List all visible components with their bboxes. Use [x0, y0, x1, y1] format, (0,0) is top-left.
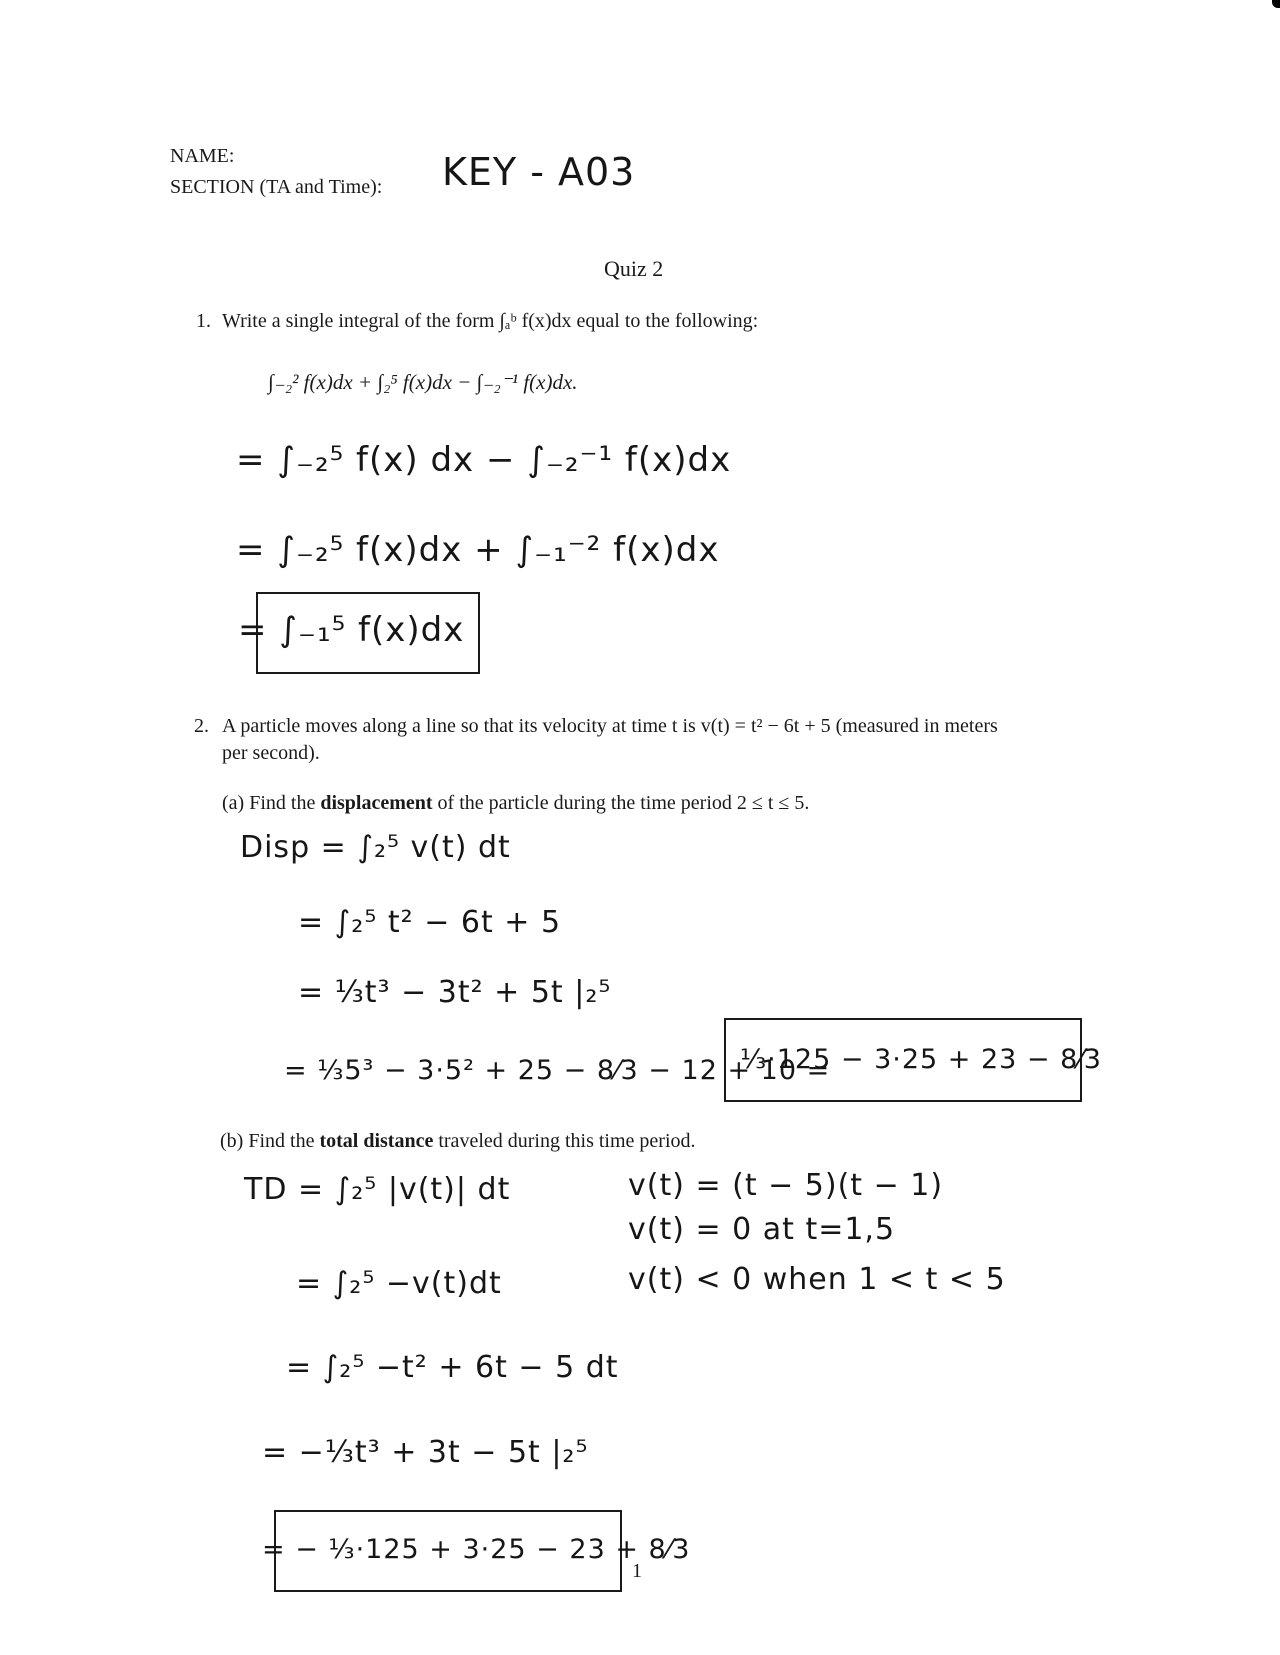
q1-expression: ∫₋₂² f(x)dx + ∫₂⁵ f(x)dx − ∫₋₂⁻¹ f(x)dx. [268, 370, 578, 394]
page-title: Quiz 2 [604, 256, 664, 281]
q2b-work-line-1: TD = ∫₂⁵ |v(t)| dt [244, 1172, 511, 1207]
q2a-prompt-pre: Find the [249, 792, 316, 814]
q2-prompt-line-1: A particle moves along a line so that its velocity at time t is v(t) = t² − 6t + 5 (measured in meters [222, 715, 998, 737]
q2b-label: (b) [220, 1130, 244, 1152]
q1-number: 1. [196, 310, 211, 332]
q2a-work-line-4: = ⅓5³ − 3·5² + 25 − 8⁄3 − 12 + 10 = [284, 1055, 831, 1086]
q2a-prompt [222, 792, 809, 815]
page-number: 1 [632, 1560, 642, 1582]
q2b-work-line-4: = −⅓t³ + 3t − 5t |₂⁵ [262, 1435, 589, 1470]
scan-corner-mark [1272, 0, 1280, 8]
q2b-prompt-pre: Find the [248, 1130, 315, 1152]
q2a-work-line-1: Disp = ∫₂⁵ v(t) dt [240, 830, 511, 865]
q2a-work-line-2: = ∫₂⁵ t² − 6t + 5 [298, 905, 562, 940]
q2b-work-line-3: = ∫₂⁵ −t² + 6t − 5 dt [286, 1350, 619, 1385]
section-label: SECTION (TA and Time): [170, 176, 383, 198]
q2a-prompt-post: of the particle during the time period 2 ≤ t ≤ 5. [437, 792, 810, 814]
q2a-prompt-bold: displacement [320, 792, 433, 814]
q2b-prompt-post: traveled during this time period. [438, 1130, 696, 1152]
q1-work-line-1: = ∫₋₂⁵ f(x) dx − ∫₋₂⁻¹ f(x)dx [236, 440, 732, 480]
q2b-note-3: v(t) < 0 when 1 < t < 5 [628, 1262, 1006, 1297]
q2b-prompt-bold: total distance [319, 1130, 434, 1152]
q2-number: 2. [194, 715, 209, 737]
q2-prompt-line-2: per second). [222, 742, 320, 764]
q1-prompt: Write a single integral of the form ∫ₐᵇ f(x)dx equal to the following: [222, 310, 759, 332]
q1-answer: = ∫₋₁⁵ f(x)dx [238, 610, 465, 650]
q2b-answer: = − ⅓·125 + 3·25 − 23 + 8⁄3 [262, 1534, 691, 1565]
q2a-answer: ⅓·125 − 3·25 + 23 − 8⁄3 [740, 1044, 1102, 1075]
q2b-prompt [220, 1130, 696, 1153]
q2a-label: (a) [222, 792, 245, 814]
q2b-note-1: v(t) = (t − 5)(t − 1) [628, 1168, 944, 1203]
q2a-work-line-3: = ⅓t³ − 3t² + 5t |₂⁵ [298, 975, 612, 1010]
handwritten-key: KEY - A03 [442, 150, 636, 194]
q2b-note-2: v(t) = 0 at t=1,5 [628, 1212, 896, 1247]
q1-work-line-2: = ∫₋₂⁵ f(x)dx + ∫₋₁⁻² f(x)dx [236, 530, 720, 570]
q2b-work-line-2: = ∫₂⁵ −v(t)dt [296, 1266, 502, 1301]
name-label: NAME: [170, 145, 235, 167]
